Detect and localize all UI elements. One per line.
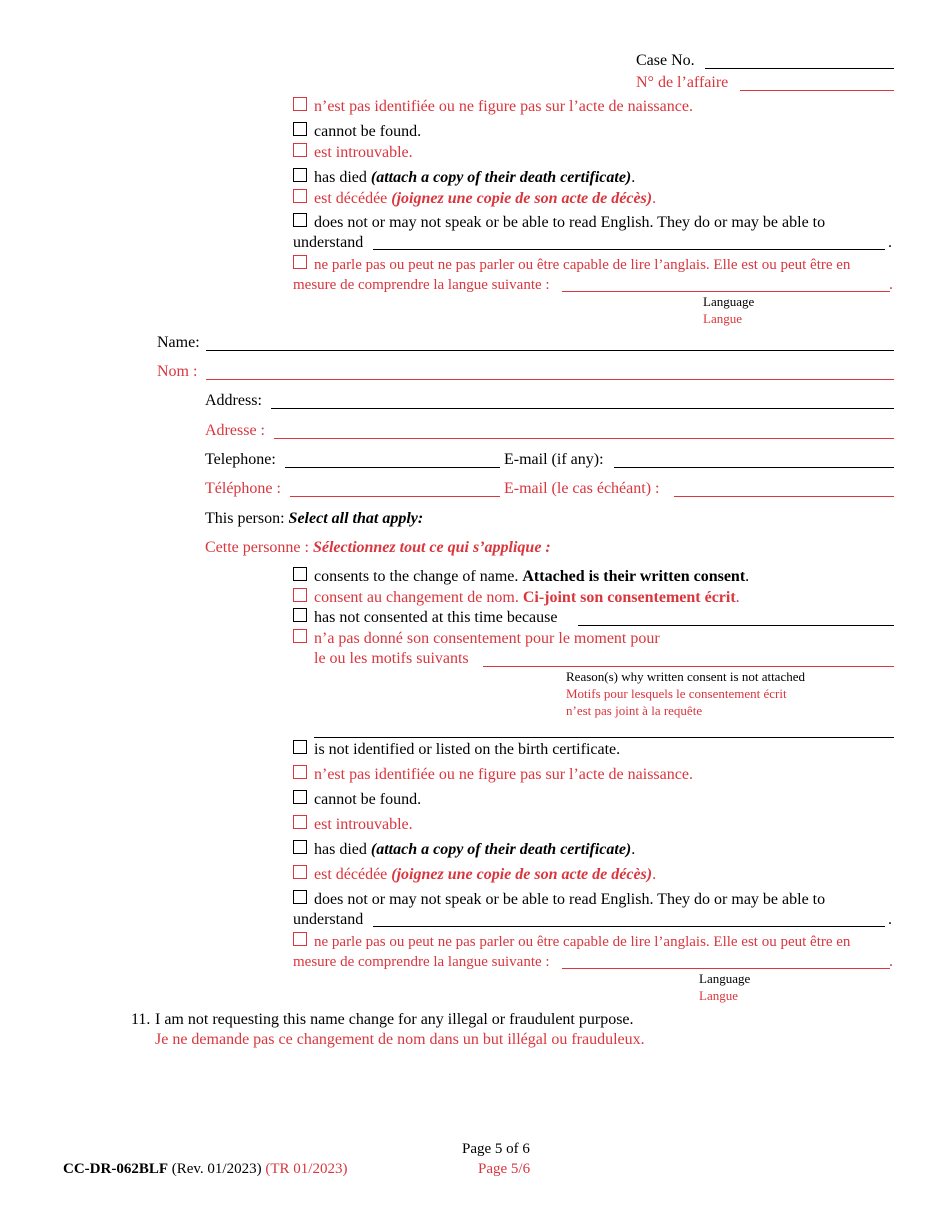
not-identified-checkbox[interactable] bbox=[293, 740, 307, 754]
has-died-checkbox[interactable] bbox=[293, 168, 307, 182]
reason-fr-line1: Motifs pour lesquels le consentement écrit bbox=[566, 686, 787, 701]
item-11-text-fr: Je ne demande pas ce changement de nom dans un but illégal ou frauduleux. bbox=[155, 1031, 645, 1048]
no-english-checkbox[interactable] bbox=[293, 213, 307, 227]
address-label: Address: bbox=[205, 392, 262, 409]
language-fr-label-2: Langue bbox=[699, 988, 738, 1003]
reason-fr-line2: n’est pas joint à la requête bbox=[566, 703, 703, 718]
comprendre-label: mesure de comprendre la langue suivante : bbox=[293, 277, 550, 293]
has-died-fr-text: est décédée (joignez une copie de son acte de décès). bbox=[314, 190, 657, 207]
email-label: E-mail (if any): bbox=[504, 451, 604, 468]
no-english-text-2: does not or may not speak or be able to read English. They do or may be able to bbox=[314, 891, 826, 908]
has-died-checkbox-2[interactable] bbox=[293, 840, 307, 854]
name-label: Name: bbox=[157, 334, 200, 351]
item-11-number: 11. bbox=[131, 1011, 151, 1028]
consents-text: consents to the change of name. Attached is their written consent. bbox=[314, 568, 750, 585]
understand-period: . bbox=[888, 234, 892, 251]
telephone-fr-label: Téléphone : bbox=[205, 480, 281, 497]
email-fr-label: E-mail (le cas échéant) : bbox=[504, 480, 660, 497]
telephone-fr-field[interactable] bbox=[290, 496, 500, 497]
name-field[interactable] bbox=[206, 350, 894, 351]
name-fr-label: Nom : bbox=[157, 363, 198, 380]
comprendre-period-2: . bbox=[889, 953, 893, 970]
case-no-fr-field[interactable] bbox=[740, 90, 894, 91]
reason-extra-field[interactable] bbox=[314, 737, 894, 738]
not-identified-fr-checkbox-2[interactable] bbox=[293, 765, 307, 779]
cannot-be-found-text-2: cannot be found. bbox=[314, 791, 422, 808]
cannot-be-found-fr-text-2: est introuvable. bbox=[314, 816, 413, 833]
address-field[interactable] bbox=[271, 408, 894, 409]
not-identified-fr-text: n’est pas identifiée ou ne figure pas sur l’acte de naissance. bbox=[314, 98, 693, 115]
not-identified-fr-text-2: n’est pas identifiée ou ne figure pas sur l’acte de naissance. bbox=[314, 766, 693, 783]
understand-field-2[interactable] bbox=[373, 926, 885, 927]
not-consented-fr-line2: le ou les motifs suivants bbox=[314, 650, 469, 667]
cannot-be-found-fr-text: est introuvable. bbox=[314, 144, 413, 161]
understand-label-2: understand bbox=[293, 911, 364, 928]
no-english-checkbox-2[interactable] bbox=[293, 890, 307, 904]
no-english-fr-checkbox-2[interactable] bbox=[293, 932, 307, 946]
telephone-label: Telephone: bbox=[205, 451, 276, 468]
comprendre-field-2[interactable] bbox=[562, 968, 890, 969]
not-identified-fr-checkbox[interactable] bbox=[293, 97, 307, 111]
understand-field[interactable] bbox=[373, 249, 885, 250]
no-english-fr-checkbox[interactable] bbox=[293, 255, 307, 269]
not-consented-checkbox[interactable] bbox=[293, 608, 307, 622]
not-consented-fr-field[interactable] bbox=[483, 666, 894, 667]
address-fr-label: Adresse : bbox=[205, 422, 265, 439]
no-english-fr-text-2: ne parle pas ou peut ne pas parler ou être capable de lire l’anglais. Elle est ou peut être en bbox=[314, 934, 851, 950]
case-no-fr-label: N° de l’affaire bbox=[636, 74, 729, 91]
has-died-fr-checkbox-2[interactable] bbox=[293, 865, 307, 879]
reason-label: Reason(s) why written consent is not attached bbox=[566, 669, 805, 684]
case-no-label: Case No. bbox=[636, 52, 695, 69]
understand-period-2: . bbox=[888, 911, 892, 928]
case-no-field[interactable] bbox=[705, 68, 894, 69]
language-label-2: Language bbox=[699, 971, 751, 986]
language-label: Language bbox=[703, 294, 755, 309]
email-field[interactable] bbox=[614, 467, 894, 468]
page-number: Page 5 of 6 bbox=[462, 1141, 530, 1157]
not-consented-fr-checkbox[interactable] bbox=[293, 629, 307, 643]
consents-checkbox[interactable] bbox=[293, 567, 307, 581]
comprendre-label-2: mesure de comprendre la langue suivante : bbox=[293, 954, 550, 970]
understand-label: understand bbox=[293, 234, 364, 251]
not-consented-fr-line1: n’a pas donné son consentement pour le moment pour bbox=[314, 630, 660, 647]
has-died-fr-checkbox[interactable] bbox=[293, 189, 307, 203]
page-number-fr: Page 5/6 bbox=[478, 1161, 531, 1177]
cannot-be-found-checkbox[interactable] bbox=[293, 122, 307, 136]
address-fr-field[interactable] bbox=[274, 438, 894, 439]
item-11-text: I am not requesting this name change for any illegal or fraudulent purpose. bbox=[155, 1011, 634, 1028]
cannot-be-found-text: cannot be found. bbox=[314, 123, 422, 140]
this-person-text: This person: Select all that apply: bbox=[205, 510, 424, 527]
cannot-be-found-fr-checkbox-2[interactable] bbox=[293, 815, 307, 829]
this-person-fr-text: Cette personne : Sélectionnez tout ce qui s’applique : bbox=[205, 539, 551, 556]
has-died-text: has died (attach a copy of their death certificate). bbox=[314, 169, 636, 186]
form-id: CC-DR-062BLF (Rev. 01/2023) (TR 01/2023) bbox=[63, 1161, 348, 1177]
has-died-fr-text-2: est décédée (joignez une copie de son acte de décès). bbox=[314, 866, 657, 883]
cannot-be-found-checkbox-2[interactable] bbox=[293, 790, 307, 804]
not-consented-field[interactable] bbox=[578, 625, 894, 626]
no-english-fr-text: ne parle pas ou peut ne pas parler ou être capable de lire l’anglais. Elle est ou peut être en bbox=[314, 257, 851, 273]
has-died-text-2: has died (attach a copy of their death certificate). bbox=[314, 841, 636, 858]
not-identified-text: is not identified or listed on the birth certificate. bbox=[314, 741, 621, 758]
consents-fr-checkbox[interactable] bbox=[293, 588, 307, 602]
not-consented-text: has not consented at this time because bbox=[314, 609, 558, 626]
comprendre-field[interactable] bbox=[562, 291, 890, 292]
name-fr-field[interactable] bbox=[206, 379, 894, 380]
cannot-be-found-fr-checkbox[interactable] bbox=[293, 143, 307, 157]
no-english-text: does not or may not speak or be able to read English. They do or may be able to bbox=[314, 214, 826, 231]
telephone-field[interactable] bbox=[285, 467, 500, 468]
consents-fr-text: consent au changement de nom. Ci-joint son consentement écrit. bbox=[314, 589, 740, 606]
language-fr-label: Langue bbox=[703, 311, 742, 326]
comprendre-period: . bbox=[889, 276, 893, 293]
email-fr-field[interactable] bbox=[674, 496, 894, 497]
